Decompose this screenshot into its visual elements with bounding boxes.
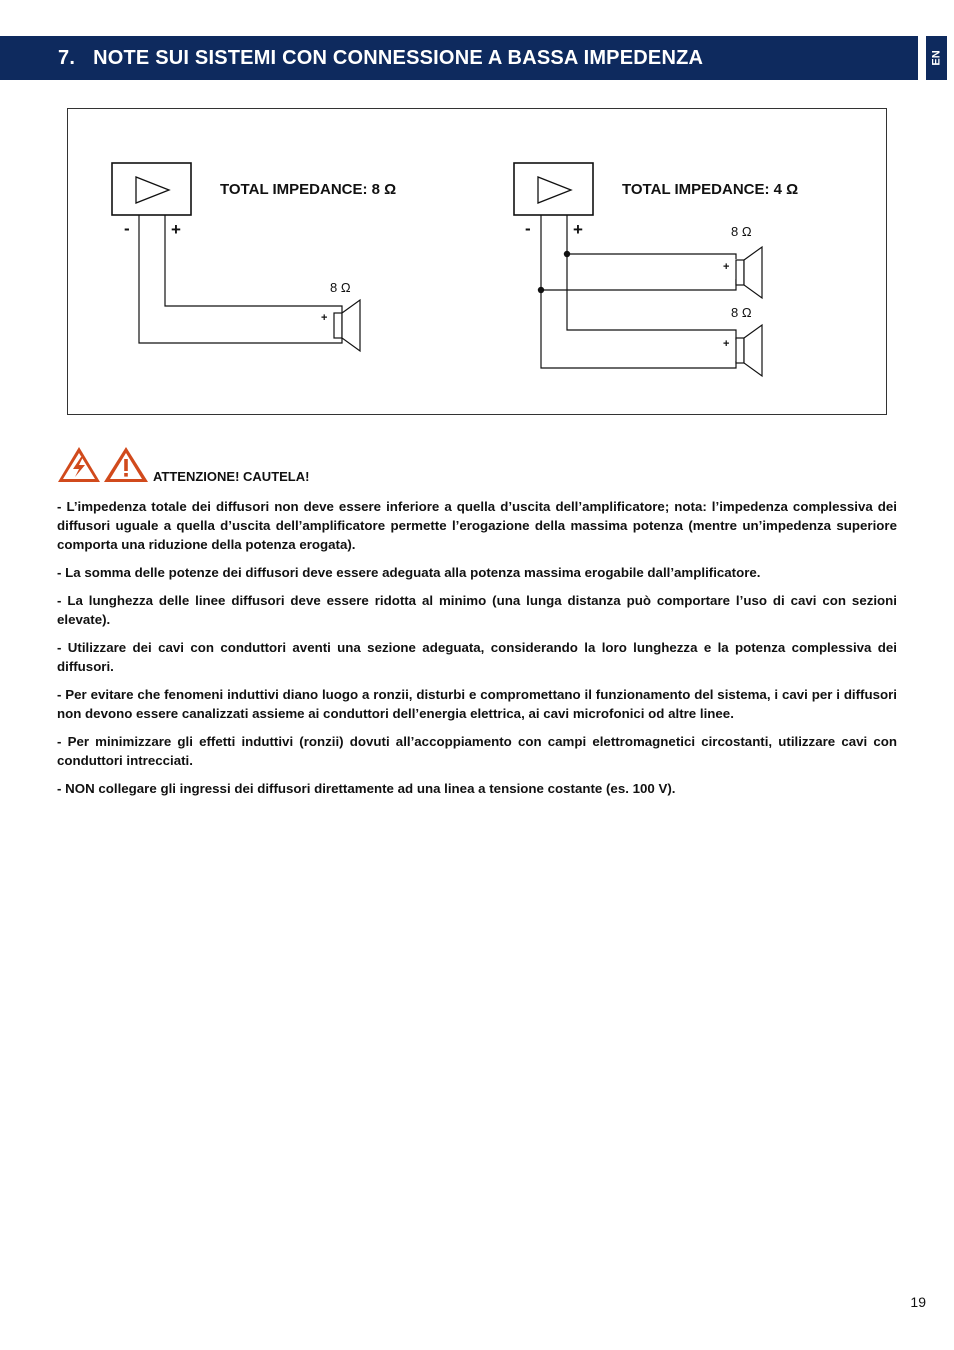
note-item: - La somma delle potenze dei diffusori deve essere adeguata alla potenza massima erogabile dall’amplificatore. xyxy=(57,565,761,580)
right-speaker1-plus: + xyxy=(723,261,730,273)
note-item: - L’impedenza totale dei diffusori non deve essere inferiore a quella d’uscita dell’amplificatore; nota: l’impedenza complessiva dei diffusori uguale a quella d’uscita dell’amplificatore permette l’erogazione della massima potenza (mentre un’impedenza superiore comporta una riduzione della potenza erogata). xyxy=(57,499,897,552)
left-wire-minus xyxy=(139,215,342,343)
right-junction-plus xyxy=(564,251,570,257)
right-speaker1-impedance: 8 Ω xyxy=(731,224,752,239)
warning-row xyxy=(57,444,309,484)
note-item: - Per evitare che fenomeni induttivi diano luogo a ronzii, disturbi e compromettano il funzionamento del sistema, i cavi per i diffusori non devono essere canalizzati assieme ai conduttori dell’energia elettrica, ai cavi microfonici od altre linee. xyxy=(57,687,897,721)
right-plus-terminal: + xyxy=(573,220,583,239)
right-speaker2-impedance: 8 Ω xyxy=(731,305,752,320)
warning-icons xyxy=(57,444,149,484)
left-total-impedance: TOTAL IMPEDANCE: 8 Ω xyxy=(220,181,397,198)
notes-list xyxy=(57,497,897,807)
page-number: 19 xyxy=(910,1294,926,1310)
right-minus-terminal: - xyxy=(525,219,531,238)
left-speaker-impedance: 8 Ω xyxy=(330,280,351,295)
wiring-diagram-svg xyxy=(68,109,888,416)
right-junction-minus xyxy=(538,287,544,293)
note-item: - Utilizzare dei cavi con conduttori aventi una sezione adeguata, considerando la loro lunghezza e la potenza complessiva dei diffusori. xyxy=(57,640,897,674)
section-header xyxy=(0,36,918,80)
right-speaker1-icon xyxy=(736,247,762,298)
warning-label: ATTENZIONE! CAUTELA! xyxy=(153,469,310,484)
right-wire-plus xyxy=(567,215,736,340)
right-speaker2-plus: + xyxy=(723,338,730,350)
right-circuit xyxy=(514,163,798,376)
note-item: - Per minimizzare gli effetti induttivi (ronzii) dovuti all’accoppiamento con campi elettromagnetici circostanti, utilizzare cavi con conduttori intrecciati. xyxy=(57,734,897,768)
note-item: - La lunghezza delle linee diffusori deve essere ridotta al minimo (una lunga distanza può comportare l’uso di cavi con sezioni elevate). xyxy=(57,593,897,627)
note-item: - NON collegare gli ingressi dei diffusori direttamente ad una linea a tensione costante (es. 100 V). xyxy=(57,781,676,796)
electric-shock-warning-icon xyxy=(58,447,100,482)
left-amplifier-box xyxy=(112,163,191,215)
exclamation-warning-icon xyxy=(104,447,148,482)
right-speaker2-icon xyxy=(736,325,762,376)
right-wire-minus xyxy=(541,215,736,368)
impedance-diagram xyxy=(67,108,887,415)
section-number: 7. xyxy=(58,46,76,69)
language-tab-label: EN xyxy=(930,50,943,66)
left-minus-terminal: - xyxy=(124,219,130,238)
left-speaker-plus: + xyxy=(321,312,328,324)
right-total-impedance: TOTAL IMPEDANCE: 4 Ω xyxy=(622,181,799,198)
right-wire-minus-branch xyxy=(541,279,736,290)
section-title: NOTE SUI SISTEMI CON CONNESSIONE A BASSA IMPEDENZA xyxy=(93,46,704,69)
right-wire-plus-branch xyxy=(567,254,736,259)
left-plus-terminal: + xyxy=(171,220,181,239)
left-circuit xyxy=(112,163,396,351)
language-tab[interactable] xyxy=(926,36,947,80)
left-wire-plus xyxy=(165,215,342,315)
right-amplifier-box xyxy=(514,163,593,215)
